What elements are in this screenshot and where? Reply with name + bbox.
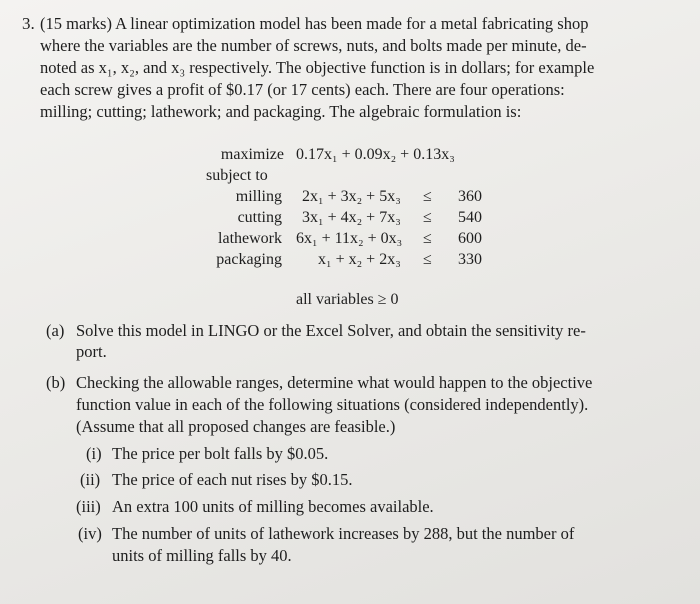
constraint-packaging-name: packaging xyxy=(216,251,282,268)
item-i-label: (i) xyxy=(86,444,102,463)
constraint-lathework-sign: ≤ xyxy=(423,230,432,247)
item-iv-label: (iv) xyxy=(78,524,102,543)
constraint-packaging-expr: x₁ + x₂ + 2x₃ xyxy=(318,251,401,268)
intro-line-1: (15 marks) A linear optimization model has been made for a metal fabricating shop xyxy=(40,14,589,33)
subject-to-label: subject to xyxy=(206,167,268,184)
nonnegativity: all variables ≥ 0 xyxy=(296,291,399,308)
constraint-milling-rhs: 360 xyxy=(458,188,482,205)
item-ii-text: The price of each nut rises by $0.15. xyxy=(112,470,353,489)
intro-line-4: each screw gives a profit of $0.17 (or 17 cents) each. There are four operations: xyxy=(40,80,565,99)
item-iii-text: An extra 100 units of milling becomes available. xyxy=(112,497,434,516)
item-iv-line-2: units of milling falls by 40. xyxy=(112,546,292,565)
part-a-label: (a) xyxy=(46,321,65,340)
constraint-milling-sign: ≤ xyxy=(423,188,432,205)
intro-line-3: noted as x₁, x₂, and x₃ respectively. The objective function is in dollars; for example xyxy=(40,58,595,77)
part-b-line-3: (Assume that all proposed changes are feasible.) xyxy=(76,417,396,436)
constraint-cutting-sign: ≤ xyxy=(423,209,432,226)
part-b-label: (b) xyxy=(46,373,66,392)
objective-function: 0.17x₁ + 0.09x₂ + 0.13x₃ xyxy=(296,146,455,163)
constraint-lathework-expr: 6x₁ + 11x₂ + 0x₃ xyxy=(296,230,403,247)
constraint-cutting-name: cutting xyxy=(237,209,282,226)
constraint-packaging-rhs: 330 xyxy=(458,251,482,268)
item-iii-label: (iii) xyxy=(76,497,101,516)
constraint-lathework-rhs: 600 xyxy=(458,230,482,247)
constraint-cutting-expr: 3x₁ + 4x₂ + 7x₃ xyxy=(302,209,401,226)
intro-line-2: where the variables are the number of screws, nuts, and bolts made per minute, de- xyxy=(40,36,587,55)
constraint-cutting-rhs: 540 xyxy=(458,209,482,226)
constraint-milling-name: milling xyxy=(235,188,282,205)
intro-line-5: milling; cutting; lathework; and packaging. The algebraic formulation is: xyxy=(40,102,522,121)
objective-keyword: maximize xyxy=(220,146,284,163)
problem-number: 3. xyxy=(22,14,35,33)
constraint-packaging-sign: ≤ xyxy=(423,251,432,268)
item-i-text: The price per bolt falls by $0.05. xyxy=(112,444,329,463)
part-a-line-1: Solve this model in LINGO or the Excel Solver, and obtain the sensitivity re- xyxy=(76,321,586,340)
part-a-line-2: port. xyxy=(76,342,107,361)
item-ii-label: (ii) xyxy=(80,470,101,489)
constraint-milling-expr: 2x₁ + 3x₂ + 5x₃ xyxy=(302,188,401,205)
part-b-line-1: Checking the allowable ranges, determine what would happen to the objective xyxy=(76,373,593,392)
part-b-line-2: function value in each of the following situations (considered independently). xyxy=(76,395,589,414)
constraint-lathework-name: lathework xyxy=(218,230,282,247)
item-iv-line-1: The number of units of lathework increases by 288, but the number of xyxy=(112,524,575,543)
